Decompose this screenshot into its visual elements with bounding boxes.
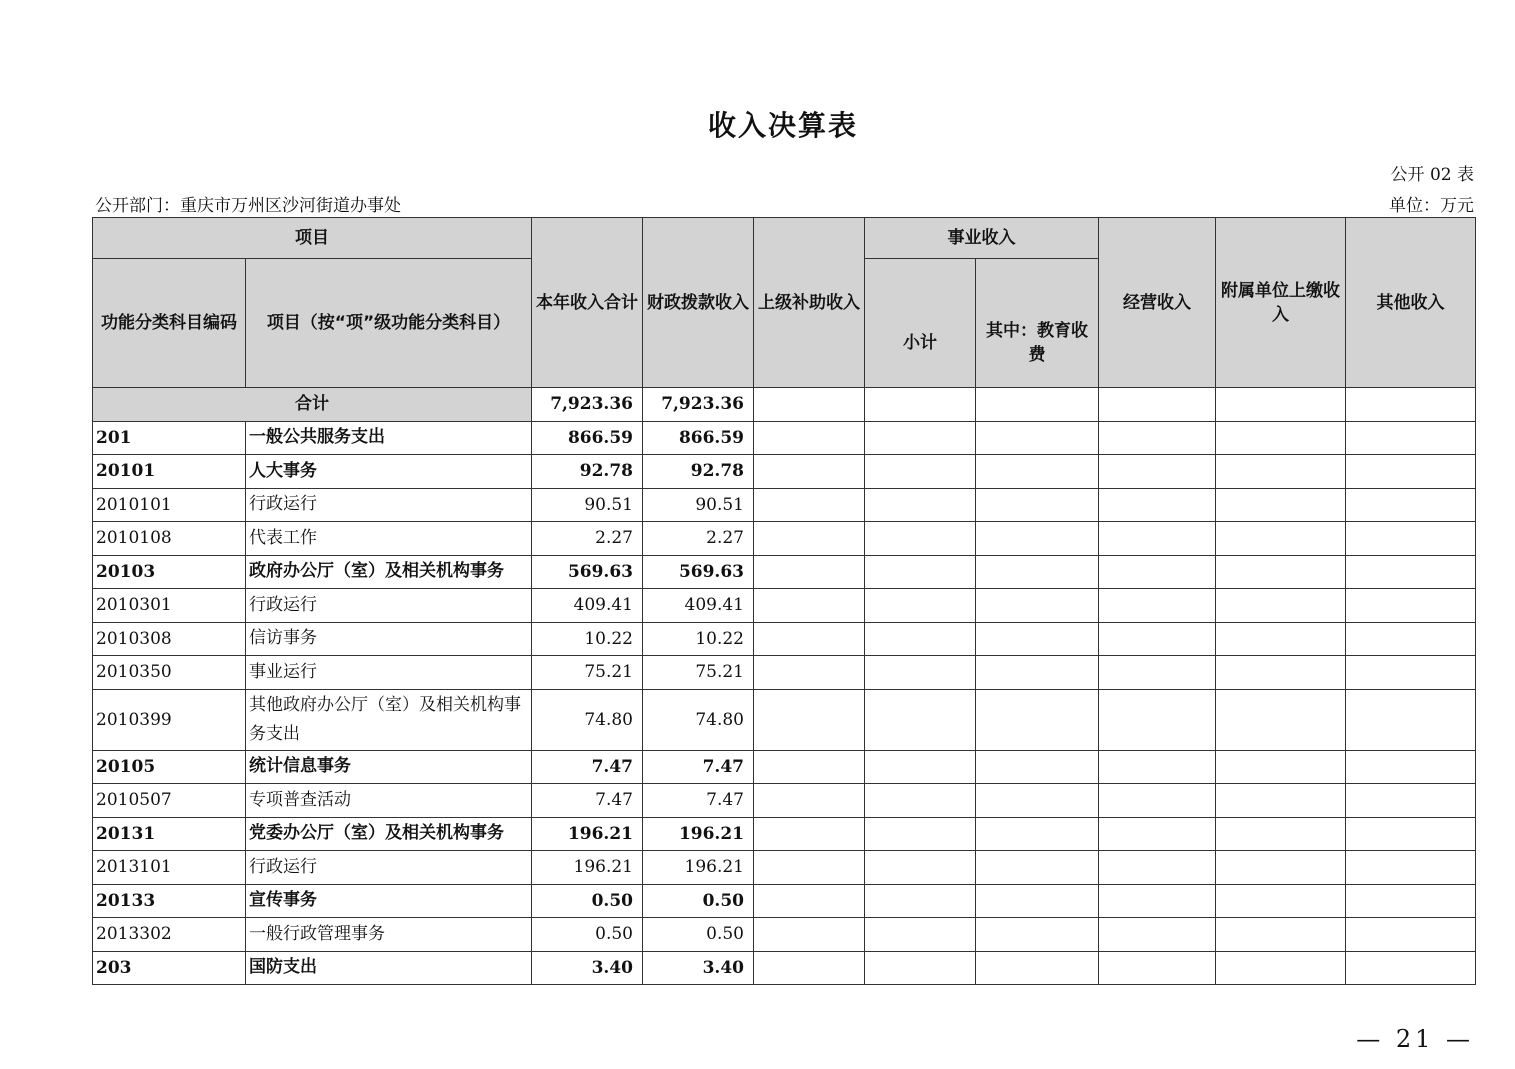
name-cell: 行政运行 <box>246 488 532 522</box>
empty-cell <box>865 884 976 918</box>
header-project: 项目 <box>93 218 532 259</box>
empty-cell <box>976 884 1099 918</box>
empty-cell <box>865 784 976 818</box>
empty-cell <box>1346 784 1476 818</box>
empty-cell <box>754 851 865 885</box>
code-cell: 2010507 <box>93 784 246 818</box>
table-row <box>93 555 1476 589</box>
empty-cell <box>865 522 976 556</box>
header-code: 功能分类科目编码 <box>93 259 246 388</box>
total-income-cell: 74.80 <box>532 689 643 750</box>
total-income-cell: 196.21 <box>532 817 643 851</box>
total-income-cell: 0.50 <box>532 884 643 918</box>
empty-cell <box>865 421 976 455</box>
empty-cell <box>865 951 976 985</box>
table-row <box>93 522 1476 556</box>
empty-cell <box>1216 555 1346 589</box>
empty-cell <box>976 817 1099 851</box>
header-affiliated: 附属单位上缴收入 <box>1216 218 1346 388</box>
empty-cell <box>1099 918 1216 952</box>
total-income-cell: 10.22 <box>532 622 643 656</box>
fiscal-cell: 3.40 <box>643 951 754 985</box>
empty-cell <box>1346 622 1476 656</box>
empty-cell <box>754 589 865 623</box>
empty-cell <box>1099 817 1216 851</box>
empty-cell <box>976 555 1099 589</box>
department-label: 公开部门：重庆市万州区沙河街道办事处 <box>95 196 401 216</box>
empty-cell <box>1346 589 1476 623</box>
empty-cell <box>1099 555 1216 589</box>
empty-cell <box>1216 750 1346 784</box>
empty-cell <box>1216 851 1346 885</box>
code-cell: 2013101 <box>93 851 246 885</box>
total-income-cell: 75.21 <box>532 656 643 690</box>
empty-cell <box>1216 817 1346 851</box>
empty-cell <box>865 555 976 589</box>
total-income-cell: 90.51 <box>532 488 643 522</box>
fiscal-cell: 74.80 <box>643 689 754 750</box>
fiscal-cell: 7.47 <box>643 750 754 784</box>
fiscal-cell: 0.50 <box>643 918 754 952</box>
total-income-cell: 92.78 <box>532 455 643 489</box>
code-cell: 20105 <box>93 750 246 784</box>
empty-cell <box>1216 918 1346 952</box>
empty-cell <box>754 555 865 589</box>
fiscal-cell: 92.78 <box>643 455 754 489</box>
name-cell: 代表工作 <box>246 522 532 556</box>
name-cell: 信访事务 <box>246 622 532 656</box>
header-fiscal: 财政拨款收入 <box>643 218 754 388</box>
table-row <box>93 622 1476 656</box>
empty-cell <box>754 817 865 851</box>
empty-cell <box>976 918 1099 952</box>
empty-cell <box>865 589 976 623</box>
empty-cell <box>754 951 865 985</box>
code-cell: 2010108 <box>93 522 246 556</box>
fiscal-cell: 196.21 <box>643 817 754 851</box>
empty-cell <box>1216 689 1346 750</box>
empty-cell <box>1346 851 1476 885</box>
empty-cell <box>865 750 976 784</box>
empty-cell <box>1099 884 1216 918</box>
code-cell: 2010350 <box>93 656 246 690</box>
fiscal-cell: 75.21 <box>643 656 754 690</box>
empty-cell <box>1346 488 1476 522</box>
total-income-cell: 3.40 <box>532 951 643 985</box>
empty-cell <box>1216 421 1346 455</box>
total-income-cell: 196.21 <box>532 851 643 885</box>
header-total-income: 本年收入合计 <box>532 218 643 388</box>
empty-cell <box>1099 851 1216 885</box>
header-operating: 经营收入 <box>1099 218 1216 388</box>
empty-cell <box>976 421 1099 455</box>
empty-cell <box>1099 522 1216 556</box>
empty-cell <box>976 455 1099 489</box>
fiscal-cell: 866.59 <box>643 421 754 455</box>
empty-cell <box>865 656 976 690</box>
table-row <box>93 918 1476 952</box>
empty-cell <box>976 851 1099 885</box>
total-income-cell: 0.50 <box>532 918 643 952</box>
code-cell: 20101 <box>93 455 246 489</box>
name-cell: 人大事务 <box>246 455 532 489</box>
name-cell: 党委办公厅（室）及相关机构事务 <box>246 817 532 851</box>
fiscal-cell: 409.41 <box>643 589 754 623</box>
table-row <box>93 784 1476 818</box>
table-row <box>93 689 1476 750</box>
fiscal-cell: 569.63 <box>643 555 754 589</box>
name-cell: 统计信息事务 <box>246 750 532 784</box>
empty-cell <box>1216 522 1346 556</box>
empty-cell <box>754 689 865 750</box>
total-income-cell: 409.41 <box>532 589 643 623</box>
empty-cell <box>1099 622 1216 656</box>
name-cell: 行政运行 <box>246 851 532 885</box>
empty-cell <box>865 689 976 750</box>
header-name: 项目（按“项”级功能分类科目） <box>246 259 532 388</box>
empty-cell <box>865 622 976 656</box>
code-cell: 2010301 <box>93 589 246 623</box>
name-cell: 专项普查活动 <box>246 784 532 818</box>
header-other: 其他收入 <box>1346 218 1476 388</box>
empty-cell <box>754 918 865 952</box>
empty-cell <box>1346 750 1476 784</box>
fiscal-cell: 2.27 <box>643 522 754 556</box>
name-cell: 其他政府办公厅（室）及相关机构事务支出 <box>246 689 532 750</box>
empty-cell <box>1346 817 1476 851</box>
empty-cell <box>1346 689 1476 750</box>
empty-cell <box>1099 784 1216 818</box>
code-cell: 2010308 <box>93 622 246 656</box>
name-cell: 事业运行 <box>246 656 532 690</box>
empty-cell <box>865 918 976 952</box>
name-cell: 行政运行 <box>246 589 532 623</box>
empty-cell <box>754 750 865 784</box>
empty-cell <box>754 421 865 455</box>
empty-cell <box>976 488 1099 522</box>
code-cell: 20131 <box>93 817 246 851</box>
page-title: 收入决算表 <box>707 109 858 142</box>
table-row <box>93 589 1476 623</box>
empty-cell <box>865 455 976 489</box>
table-row <box>93 884 1476 918</box>
table-row <box>93 421 1476 455</box>
fiscal-cell: 90.51 <box>643 488 754 522</box>
empty-cell <box>754 784 865 818</box>
empty-cell <box>1346 918 1476 952</box>
empty-cell <box>1099 951 1216 985</box>
empty-cell <box>754 488 865 522</box>
income-table <box>92 217 1476 985</box>
empty-cell <box>1099 455 1216 489</box>
empty-cell <box>1346 522 1476 556</box>
empty-cell <box>1346 884 1476 918</box>
header-superior: 上级补助收入 <box>754 218 865 388</box>
code-cell: 2010101 <box>93 488 246 522</box>
total-income-cell: 2.27 <box>532 522 643 556</box>
name-cell: 一般行政管理事务 <box>246 918 532 952</box>
total-income-cell: 7,923.36 <box>532 388 643 422</box>
total-income-cell: 866.59 <box>532 421 643 455</box>
total-income-cell: 7.47 <box>532 784 643 818</box>
empty-cell <box>1099 421 1216 455</box>
empty-cell <box>1216 951 1346 985</box>
code-cell: 201 <box>93 421 246 455</box>
empty-cell <box>1099 656 1216 690</box>
code-cell: 2013302 <box>93 918 246 952</box>
empty-cell <box>976 689 1099 750</box>
unit-label: 单位：万元 <box>1389 196 1474 216</box>
table-row <box>93 455 1476 489</box>
empty-cell <box>976 951 1099 985</box>
total-row <box>93 388 1476 422</box>
name-cell: 国防支出 <box>246 951 532 985</box>
empty-cell <box>976 656 1099 690</box>
table-row <box>93 750 1476 784</box>
table-row <box>93 851 1476 885</box>
form-number: 公开 02 表 <box>1390 165 1474 185</box>
empty-cell <box>1099 488 1216 522</box>
empty-cell <box>754 455 865 489</box>
name-cell: 宣传事务 <box>246 884 532 918</box>
total-income-cell: 569.63 <box>532 555 643 589</box>
fiscal-cell: 0.50 <box>643 884 754 918</box>
empty-cell <box>976 522 1099 556</box>
name-cell: 政府办公厅（室）及相关机构事务 <box>246 555 532 589</box>
code-cell: 203 <box>93 951 246 985</box>
code-cell: 2010399 <box>93 689 246 750</box>
empty-cell <box>1346 656 1476 690</box>
empty-cell <box>1216 589 1346 623</box>
empty-cell <box>1216 656 1346 690</box>
empty-cell <box>1346 555 1476 589</box>
table-row <box>93 951 1476 985</box>
empty-cell <box>1346 455 1476 489</box>
empty-cell <box>1216 884 1346 918</box>
fiscal-cell: 10.22 <box>643 622 754 656</box>
empty-cell <box>976 622 1099 656</box>
empty-cell <box>1216 784 1346 818</box>
empty-cell <box>1099 589 1216 623</box>
header-subtotal: 小计 <box>865 259 976 388</box>
empty-cell <box>976 750 1099 784</box>
empty-cell <box>1346 421 1476 455</box>
fiscal-cell: 7.47 <box>643 784 754 818</box>
empty-cell <box>1099 750 1216 784</box>
empty-cell <box>1346 951 1476 985</box>
empty-cell <box>754 522 865 556</box>
fiscal-cell: 196.21 <box>643 851 754 885</box>
total-income-cell: 7.47 <box>532 750 643 784</box>
empty-cell <box>754 656 865 690</box>
total-label: 合计 <box>93 388 532 422</box>
empty-cell <box>976 589 1099 623</box>
empty-cell <box>865 488 976 522</box>
total-fiscal-cell: 7,923.36 <box>643 388 754 422</box>
empty-cell <box>865 817 976 851</box>
empty-cell <box>1216 622 1346 656</box>
empty-cell <box>1099 689 1216 750</box>
empty-cell <box>976 784 1099 818</box>
table-row <box>93 656 1476 690</box>
name-cell: 一般公共服务支出 <box>246 421 532 455</box>
code-cell: 20133 <box>93 884 246 918</box>
empty-cell <box>1216 455 1346 489</box>
table-row <box>93 817 1476 851</box>
empty-cell <box>1216 488 1346 522</box>
code-cell: 20103 <box>93 555 246 589</box>
table-row <box>93 488 1476 522</box>
empty-cell <box>754 884 865 918</box>
page-number: — 21 — <box>1356 1025 1474 1053</box>
empty-cell <box>754 622 865 656</box>
header-business: 事业收入 <box>865 218 1099 259</box>
empty-cell <box>865 851 976 885</box>
header-education: 其中：教育收费 <box>976 259 1099 388</box>
